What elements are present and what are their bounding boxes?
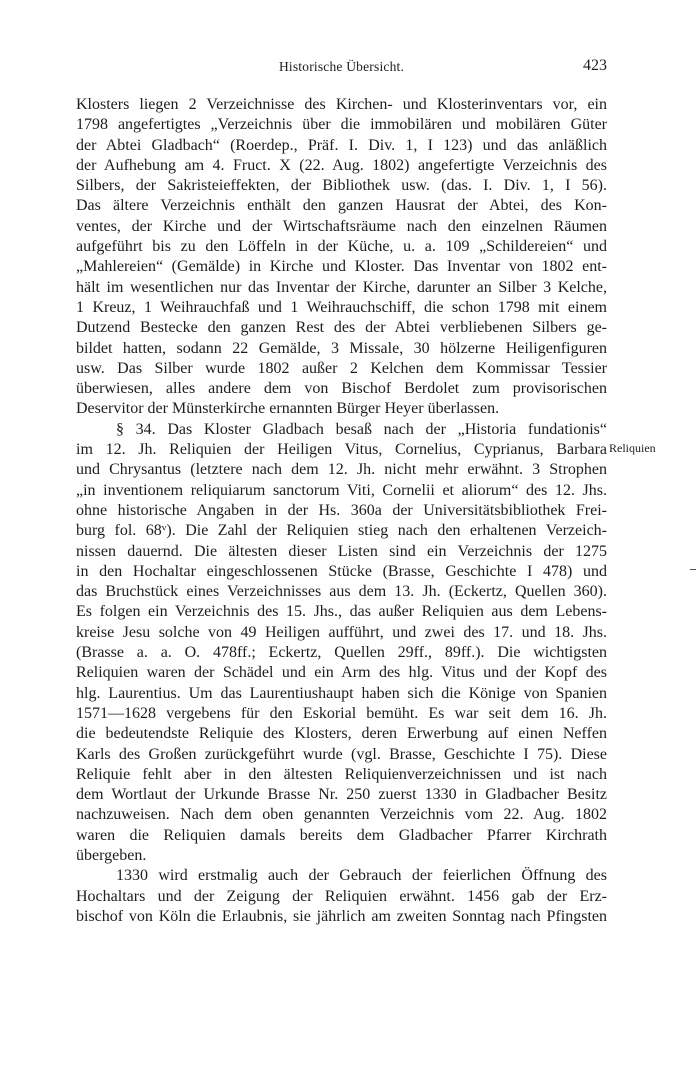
text-line: hlg. Laurentius. Um das Laurentiushaupt haben sich die Könige von Spanien: [76, 684, 607, 702]
text-line: der Abtei Gladbach“ (Roerdep., Präf. I. Div. 1, I 123) und das anläßlich: [76, 136, 607, 154]
edge-mark: [690, 569, 696, 570]
paragraph-1330-first-line: 1330 wird erstmalig auch der Gebrauch der feierlichen Öffnung des: [116, 867, 607, 885]
text-line: „in inventionem reliquiarum sanctorum Viti, Cornelii et aliorum“ des 12. Jhs.: [76, 481, 607, 499]
text-line: „Mahlereien“ (Gemälde) in Kirche und Kloster. Das Inventar von 1802 ent-: [76, 258, 607, 276]
text-line: ventes, der Kirche und der Wirtschaftsräume nach den einzelnen Räumen: [76, 217, 607, 235]
body-text: [76, 95, 607, 927]
text-line: nachzuweisen. Nach dem oben genannten Verzeichnis vom 22. Aug. 1802: [76, 806, 607, 824]
text-line: Silbers, der Sakristeieffekten, der Bibliothek usw. (das. I. Div. 1, I 56).: [76, 177, 607, 195]
text-line: hält im wesentlichen nur das Inventar der Kirche, darunter an Silber 3 Kelche,: [76, 278, 607, 296]
text-line: 1571—1628 vergebens für den Eskorial bemüht. Es war seit dem 16. Jh.: [76, 704, 607, 722]
text-line: nissen dauernd. Die ältesten dieser Listen sind ein Verzeichnis der 1275: [76, 542, 607, 560]
text-line: waren die Reliquien damals bereits dem Gladbacher Pfarrer Kirchrath: [76, 826, 607, 844]
text-line: in den Hochaltar eingeschlossenen Stücke (Brasse, Geschichte I 478) und: [76, 562, 607, 580]
text-line: Karls des Großen zurückgeführt wurde (vgl. Brasse, Geschichte I 75). Diese: [76, 745, 607, 763]
text-line: Reliquie fehlt aber in den ältesten Reliquienverzeichnissen und ist nach: [76, 765, 607, 783]
text-line: (Brasse a. a. O. 478ff.; Eckertz, Quellen 29ff., 89ff.). Die wichtigsten: [76, 644, 607, 662]
text-line: aufgeführt bis zu den Löffeln in der Küche, u. a. 109 „Schildereien“ und: [76, 238, 607, 256]
text-line: 1 Kreuz, 1 Weihrauchfaß und 1 Weihrauchschiff, die schon 1798 mit einem: [76, 298, 607, 316]
text-line: Hochaltars und der Zeigung der Reliquien erwähnt. 1456 gab der Erz-: [76, 887, 607, 905]
text-line: 1798 angefertigtes „Verzeichnis über die immobilären und mobilären Güter: [76, 116, 607, 134]
text-line: die bedeutendste Reliquie des Klosters, deren Erwerbung auf einen Neffen: [76, 725, 607, 743]
text-line: burg fol. 68ᵛ). Die Zahl der Reliquien stieg nach den erhaltenen Verzeich-: [76, 522, 607, 540]
text-line: ohne historische Angaben in der Hs. 360a der Universitätsbibliothek Frei-: [76, 501, 607, 519]
text-line: überwiesen, alles andere dem von Bischof Berdolet zum provisorischen: [76, 380, 607, 398]
text-line: übergeben.: [76, 846, 147, 864]
text-line: usw. Das Silber wurde 1802 außer 2 Kelchen dem Kommissar Tessier: [76, 359, 607, 377]
text-line: Es folgen ein Verzeichnis des 15. Jhs., das außer Reliquien aus dem Lebens-: [76, 603, 607, 621]
running-title: Historische Übersicht.: [278, 59, 405, 74]
text-line: Dutzend Bestecke den ganzen Rest des der Abtei verbliebenen Silbers ge-: [76, 319, 607, 337]
text-line: und Chrysantus (letztere nach dem 12. Jh. nicht mehr erwähnt. 3 Strophen: [76, 461, 607, 479]
text-line: Deservitor der Münsterkirche ernannten Bürger Heyer überlassen.: [76, 400, 500, 418]
page-number: 423: [583, 57, 607, 74]
margin-note-reliquien: Reliquien: [609, 441, 656, 455]
text-line: Reliquien waren der Schädel und ein Arm des hlg. Vitus und der Kopf des: [76, 664, 607, 682]
text-line: Klosters liegen 2 Verzeichnisse des Kirchen- und Klosterinventars vor, ein: [76, 96, 607, 113]
text-line: das Bruchstück eines Verzeichnisses aus dem 13. Jh. (Eckertz, Quellen 360).: [76, 583, 607, 601]
section-34-first-line: § 34. Das Kloster Gladbach besaß nach der „Historia fundationis“: [116, 420, 607, 438]
text-line: im 12. Jh. Reliquien der Heiligen Vitus, Cornelius, Cyprianus, Barbara: [76, 441, 607, 459]
text-line: kreise Jesu solche von 49 Heiligen aufführt, und zwei des 17. und 18. Jhs.: [76, 623, 607, 641]
text-line: bildet hatten, sodann 22 Gemälde, 3 Missale, 30 hölzerne Heiligenfiguren: [76, 339, 607, 357]
text-line: Das ältere Verzeichnis enthält den ganzen Hausrat der Abtei, des Kon-: [76, 197, 607, 215]
running-header: [76, 57, 607, 79]
text-line: bischof von Köln die Erlaubnis, sie jährlich am zweiten Sonntag nach Pfingsten: [76, 907, 607, 925]
text-line: dem Wortlaut der Urkunde Brasse Nr. 250 zuerst 1330 in Gladbacher Besitz: [76, 786, 607, 804]
text-line: der Aufhebung am 4. Fruct. X (22. Aug. 1802) angefertigte Verzeichnis des: [76, 156, 607, 174]
